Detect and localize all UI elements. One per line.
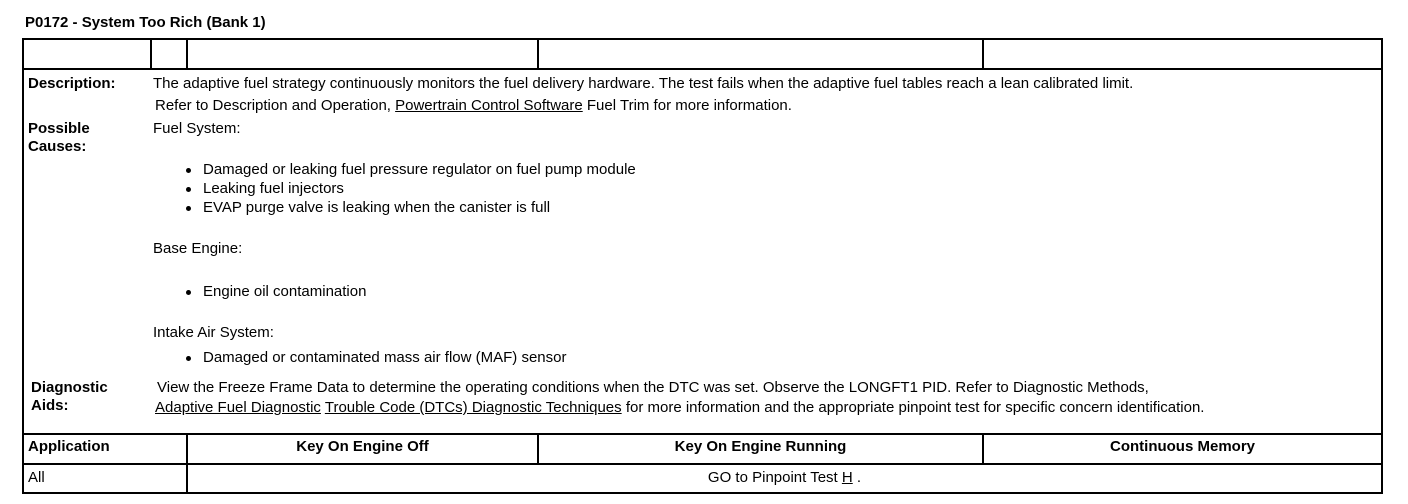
powertrain-control-software-link[interactable]: Powertrain Control Software [395,97,583,114]
dtc-diagnostic-techniques-link[interactable]: Trouble Code (DTCs) Diagnostic Techniques [324,399,622,416]
pinpoint-action: GO to Pinpoint Test H . [707,469,862,486]
description-label: Description: [28,75,116,92]
divider [150,40,152,68]
header-continuous-memory: Continuous Memory [1110,438,1255,455]
divider [24,68,1381,70]
description-text: The adaptive fuel strategy continuously monitors the fuel delivery hardware. The test fails when the adaptive fuel tables reach a lean calibrated limit. [153,75,1134,92]
base-engine-heading: Base Engine: [153,240,243,257]
description-ref: Refer to Description and Operation, Powertrain Control Software Fuel Trim for more information. [155,97,792,114]
divider [186,40,188,68]
dtc-table [22,38,1383,494]
fuel-system-heading: Fuel System: [153,120,241,137]
list-item: Damaged or leaking fuel pressure regulator on fuel pump module [203,161,636,178]
divider [537,40,539,68]
intake-air-heading: Intake Air System: [153,324,274,341]
page-title: P0172 - System Too Rich (Bank 1) [25,14,266,31]
diagnostic-aids-label: Diagnostic Aids: [31,379,108,414]
list-item: EVAP purge valve is leaking when the canister is full [203,199,551,216]
pinpoint-test-h-link[interactable]: H [841,469,853,486]
list-item: Leaking fuel injectors [203,180,344,197]
application-value: All [28,469,45,486]
possible-causes-label: Possible Causes: [28,120,90,155]
list-item: Engine oil contamination [203,283,367,300]
diagnostic-aids-text: View the Freeze Frame Data to determine the operating conditions when the DTC was set. Observe the LONGFT1 PID. Refer to Diagnostic Methods, [157,379,1149,396]
header-key-on-engine-running: Key On Engine Running [674,438,847,455]
header-application: Application [28,438,110,455]
header-key-on-engine-off: Key On Engine Off [296,438,429,455]
diagnostic-aids-ref: Adaptive Fuel Diagnostic Trouble Code (DTCs) Diagnostic Techniques for more information and the appropriate pinpoint test for specific concern identification. [155,399,1205,416]
divider [24,463,1381,465]
divider [24,433,1381,435]
divider [982,40,984,68]
list-item: Damaged or contaminated mass air flow (MAF) sensor [203,349,567,366]
adaptive-fuel-diagnostic-link[interactable]: Adaptive Fuel Diagnostic [155,399,321,416]
